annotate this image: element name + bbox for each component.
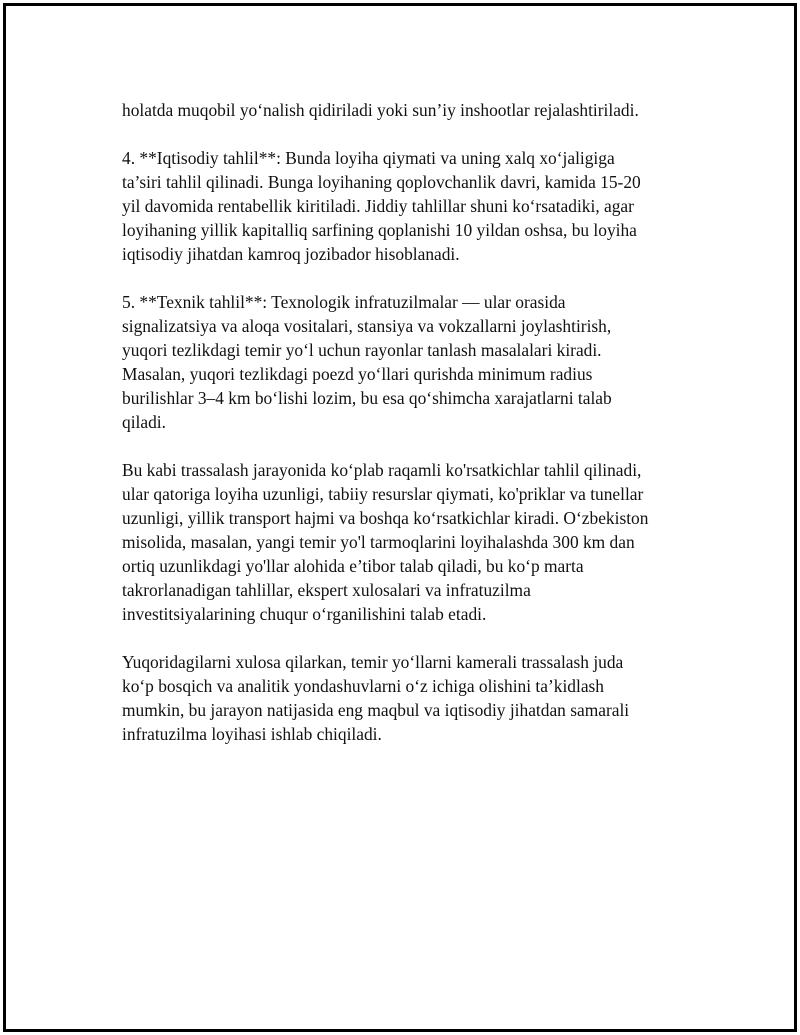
paragraph-conclusion: Yuqoridagilarni xulosa qilarkan, temir yo‘llarni kamerali trassalash juda ko‘p bosqich va analitik yondashuvlarni o‘z ichiga olishini ta’kidlash mumkin, bu jarayon natijasida eng maqbul va iqtisodiy jihatdan samarali infratuzilma loyihasi ishlab chiqiladi. <box>122 652 630 744</box>
document-body <box>122 98 702 770</box>
paragraph-continuation: holatda muqobil yo‘nalish qidiriladi yoki sun’iy inshootlar rejalashtiriladi. <box>122 100 639 120</box>
page-frame <box>3 3 797 1032</box>
paragraph-indicators: Bu kabi trassalash jarayonida ko‘plab raqamli ko'rsatkichlar tahlil qilinadi, ular qatoriga loyiha uzunligi, tabiiy resurslar qiymati, ko'priklar va tunellar uzunligi, yillik transport hajmi va boshqa ko‘rsatkichlar kiradi. O‘zbekiston misolida, masalan, yangi temir yo'l tarmoqlarini loyihalashda 300 km dan ortiq uzunlikdagi yo'llar alohida e’tibor talab qiladi, bu ko‘p marta takrorlanadigan tahlillar, ekspert xulosalari va infratuzilma investitsiyalarining chuqur o‘rganilishini talab etadi. <box>122 460 649 624</box>
paragraph-technical-analysis: 5. **Texnik tahlil**: Texnologik infratuzilmalar — ular orasida signalizatsiya va aloqa vositalari, stansiya va vokzallarni joylashtirish, yuqori tezlikdagi temir yo‘l uchun rayonlar tanlash masalalari kiradi. Masalan, yuqori tezlikdagi poezd yo‘llari qurishda minimum radius burilishlar 3–4 km bo‘lishi lozim, bu esa qo‘shimcha xarajatlarni talab qiladi. <box>122 292 612 432</box>
paragraph-economic-analysis: 4. **Iqtisodiy tahlil**: Bunda loyiha qiymati va uning xalq xo‘jaligiga ta’siri tahlil qilinadi. Bunga loyihaning qoplovchanlik davri, kamida 15-20 yil davomida rentabellik kiritiladi. Jiddiy tahlillar shuni ko‘rsatadiki, agar loyihaning yillik kapitalliq sarfining qoplanishi 10 yildan oshsa, bu loyiha iqtisodiy jihatdan kamroq jozibador hisoblanadi. <box>122 148 641 264</box>
